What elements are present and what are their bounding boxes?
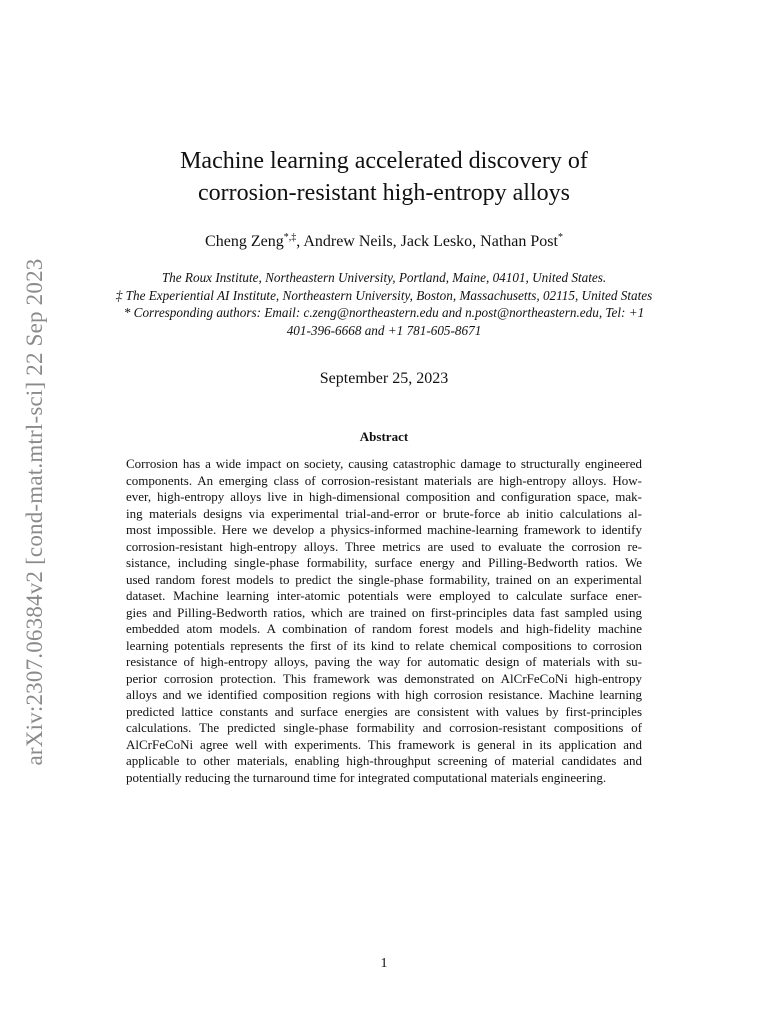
- arxiv-identifier-stamp: arXiv:2307.06384v2 [cond-mat.mtrl-sci] 22 Sep 2023: [22, 258, 47, 766]
- page-number: 1: [380, 956, 388, 971]
- abstract-line: resistance of high-entropy alloys, paving the way for automatic design of materials with su-: [126, 654, 642, 669]
- abstract-line: applicable to other materials, enabling high-throughput screening of material candidates and: [126, 753, 642, 768]
- paper-title: [0, 145, 768, 209]
- abstract-heading: Abstract: [359, 429, 409, 444]
- abstract-line: corrosion-resistant high-entropy alloys. Three metrics are used to evaluate the corrosion re-: [126, 538, 642, 554]
- author-names-rest: , Andrew Neils, Jack Lesko, Nathan Post: [296, 233, 558, 250]
- abstract-line: ing materials designs via experimental trial-and-error or brute-force ab initio calculations al-: [126, 505, 642, 521]
- author-list: [0, 232, 768, 252]
- abstract-line: used random forest models to predict the single-phase formability, trained on an experimental: [126, 571, 642, 587]
- abstract-line: ever, high-entropy alloys live in high-dimensional composition and configuration space, mak-: [126, 489, 642, 504]
- affiliation-line: * Corresponding authors: Email: c.zeng@northeastern.edu and n.post@northeastern.edu, Tel: +1: [123, 305, 645, 320]
- abstract-line: embedded atom models. A combination of random forest models and high-fidelity machine: [126, 621, 642, 636]
- author-name: Cheng Zeng: [205, 233, 284, 250]
- affiliations-block: [0, 269, 768, 339]
- abstract-line: sistance, including single-phase formability, surface energy and Pilling-Bedworth ratios. We: [126, 555, 642, 570]
- abstract-line: predicted lattice constants and surface energies are consistent with values by first-principles: [126, 703, 642, 719]
- author-affiliation-marks: *: [557, 232, 563, 243]
- abstract-line: Corrosion has a wide impact on society, causing catastrophic damage to structurally engineered: [126, 456, 642, 471]
- publication-date: September 25, 2023: [319, 370, 449, 387]
- abstract-line: dataset. Machine learning inter-atomic potentials were employed to calculate surface ener-: [126, 588, 642, 603]
- affiliation-line: The Roux Institute, Northeastern University, Portland, Maine, 04101, United States.: [161, 270, 607, 285]
- affiliation-line: ‡ The Experiential AI Institute, Northeastern University, Boston, Massachusetts, 02115, United States: [115, 287, 653, 303]
- abstract-line: learning potentials represents the first of its kind to relate chemical compositions to corrosion: [126, 637, 642, 653]
- abstract-line: gies and Pilling-Bedworth ratios, which are trained on first-principles data fast sampled using: [126, 604, 642, 620]
- abstract-line: most impossible. Here we develop a physics-informed machine-learning framework to identify: [126, 522, 642, 537]
- abstract-line: alloys and we identified composition regions with high corrosion resistance. Machine learning: [126, 687, 642, 702]
- abstract-line: calculations. The predicted single-phase formability and corrosion-resistant compositions of: [126, 720, 642, 735]
- abstract-line: AlCrFeCoNi agree well with experiments. This framework is general in its application and: [126, 736, 642, 752]
- paper-title-line-2: corrosion-resistant high-entropy alloys: [198, 180, 570, 206]
- abstract-line: components. An emerging class of corrosion-resistant materials are high-entropy alloys. How-: [126, 472, 642, 488]
- affiliation-line: 401-396-6668 and +1 781-605-8671: [286, 322, 482, 338]
- abstract-body: [126, 456, 642, 786]
- abstract-line: perior corrosion protection. This framework was demonstrated on AlCrFeCoNi high-entropy: [126, 670, 642, 686]
- paper-title-line-1: Machine learning accelerated discovery of: [180, 148, 588, 174]
- author-affiliation-marks: *,‡: [283, 232, 297, 243]
- abstract-line: potentially reducing the turnaround time for integrated computational materials engineering.: [126, 769, 607, 785]
